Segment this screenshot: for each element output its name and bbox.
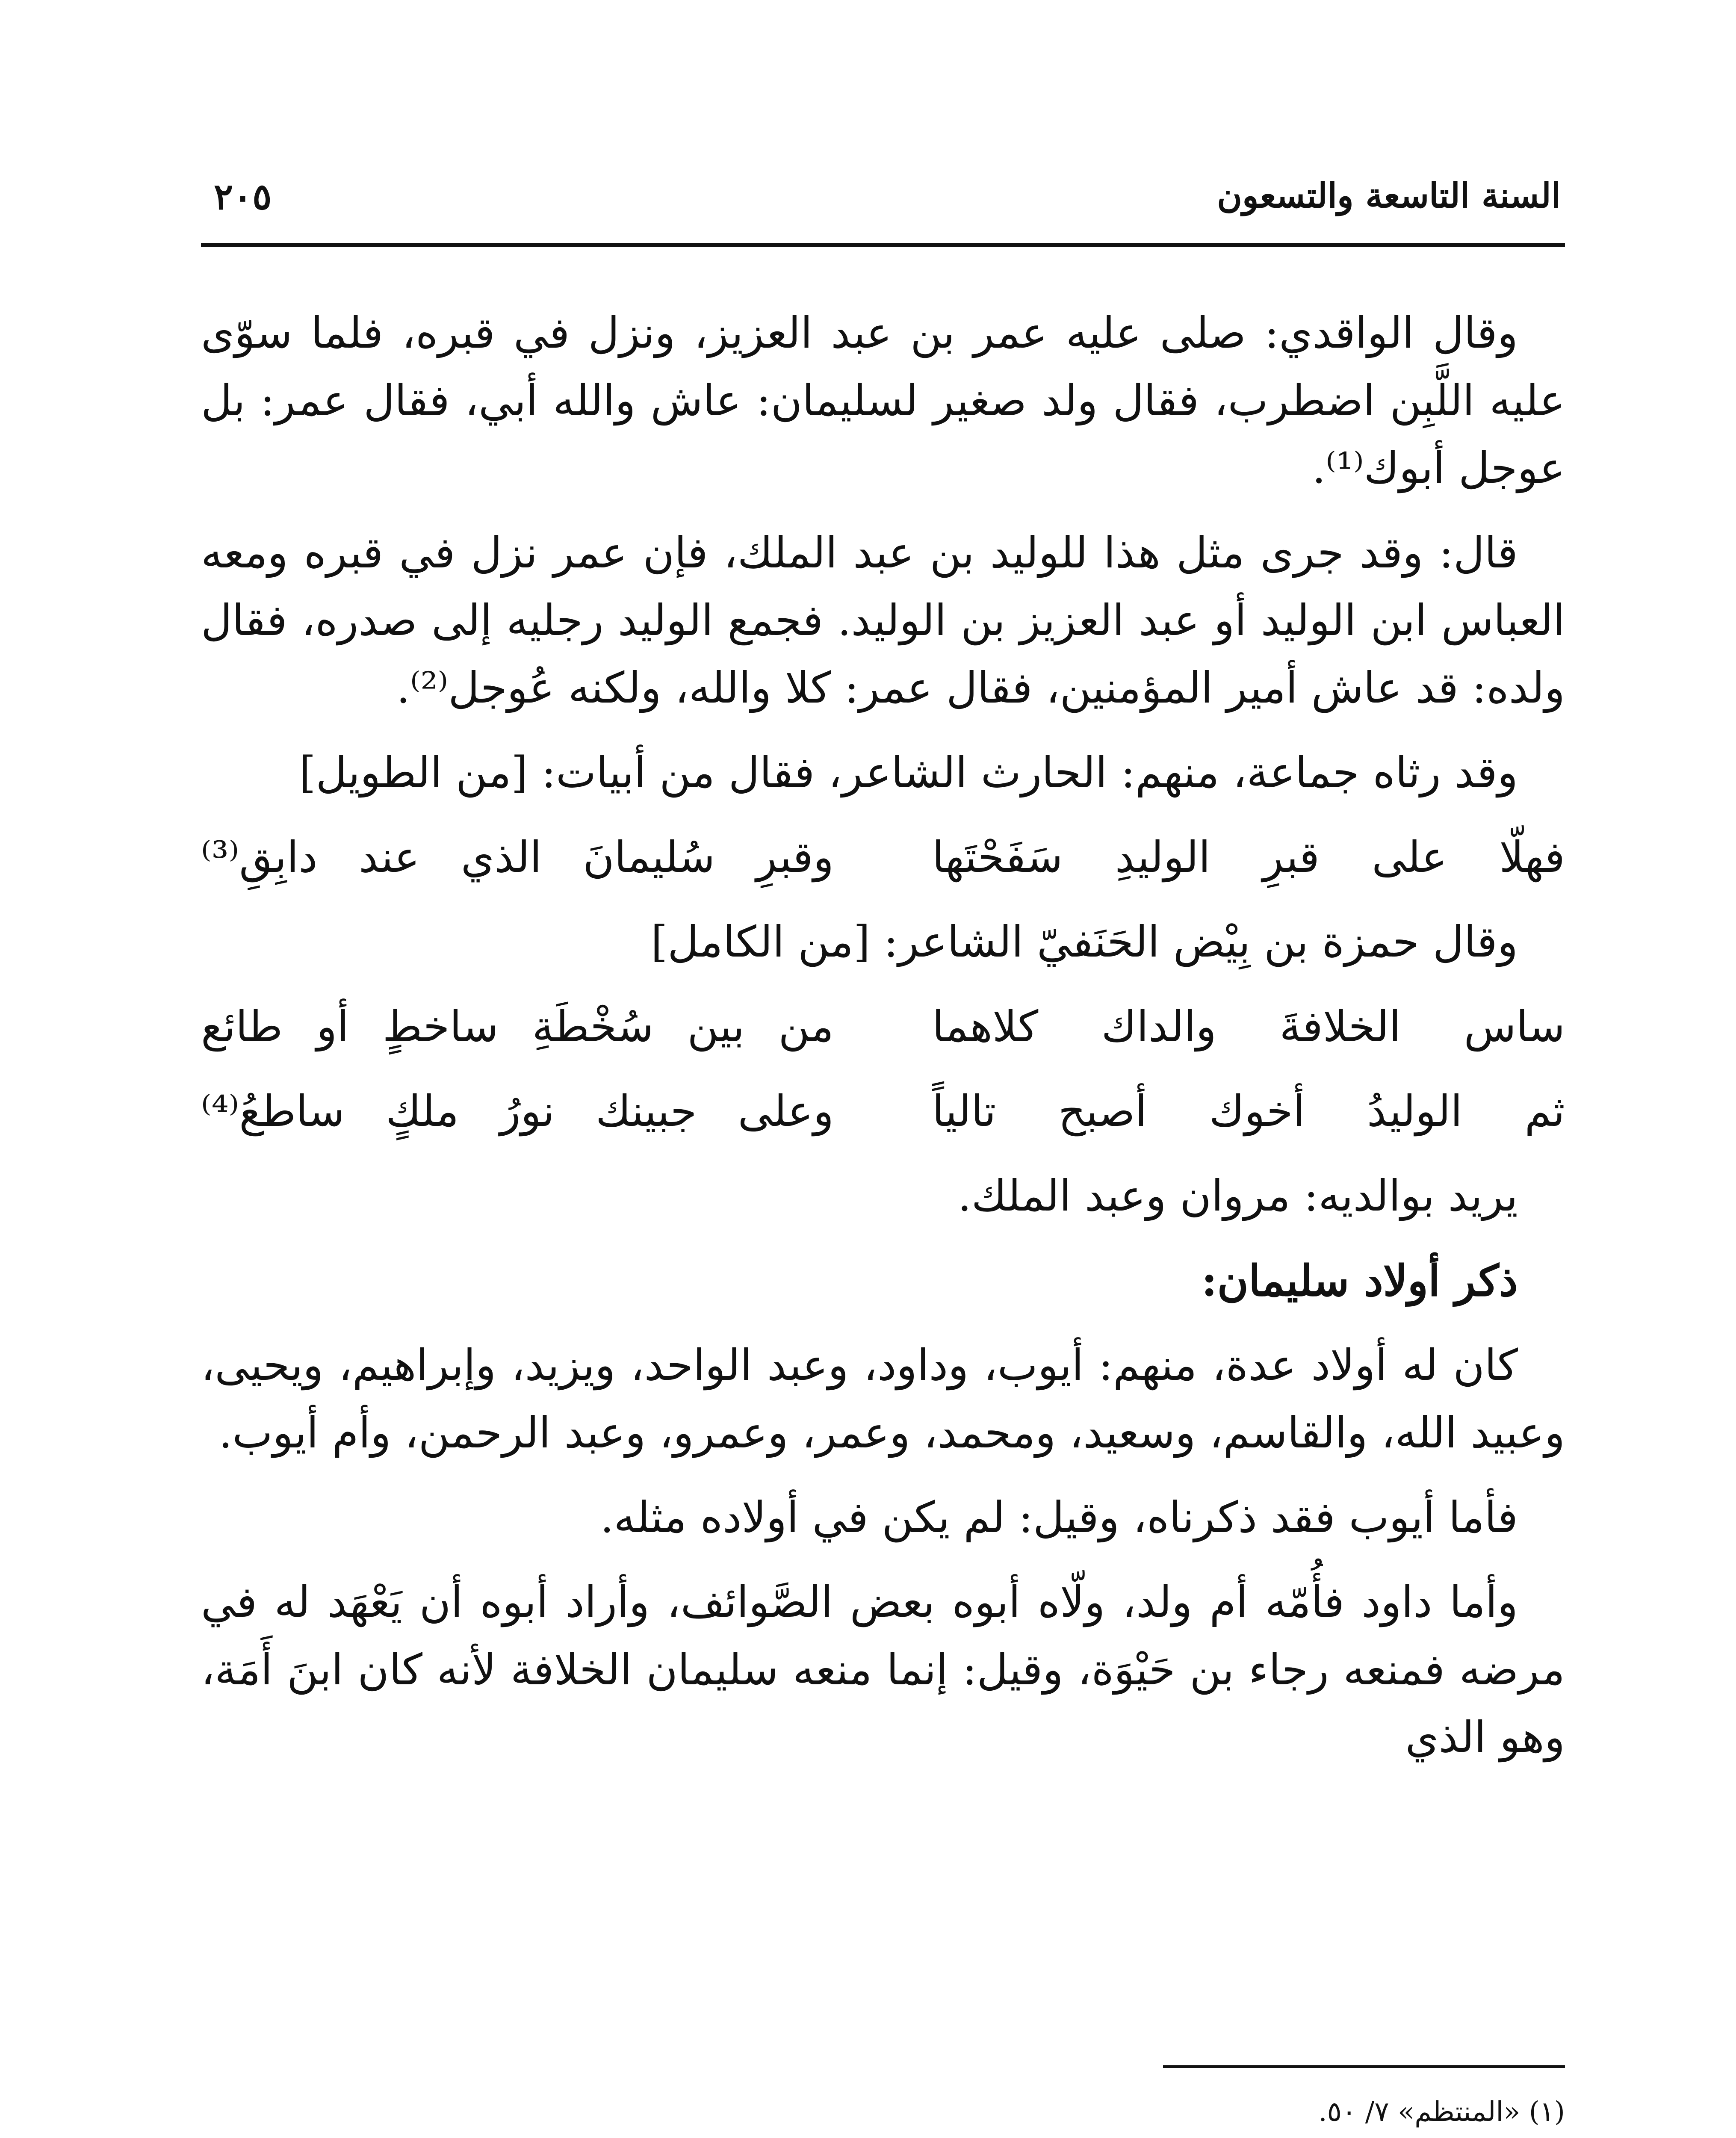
paragraph-elegy-intro: وقد رثاه جماعة، منهم: الحارث الشاعر، فقال من أبيات: [من الطويل] (299, 747, 1518, 797)
section-heading: ذكر أولاد سليمان: (1201, 1255, 1518, 1306)
verse-3-first-hemistich: ثم الوليدُ أخوك أصبح تالياً (932, 1086, 1565, 1136)
running-title: السنة التاسعة والتسعون (1217, 175, 1561, 216)
footnotes (201, 2087, 1565, 2138)
verse-2-first-hemistich: ساس الخلافةَ والداك كلاهما (932, 1001, 1565, 1051)
verse-line-2 (201, 993, 1565, 1060)
verse-2-second-hemistich: من بين سُخْطَةِ ساخطٍ أو طائع (201, 1001, 834, 1051)
verse-line-1 (201, 824, 1565, 891)
paragraph-dawud: وأما داود فأُمّه أم ولد، ولّاه أبوه بعض الصَّوائف، وأراد أبوه أن يَعْهَد له في مرضه فمنعه رجاء بن حَيْوَة، وقيل: إنما منعه سليمان الخلافة لأنه كان ابنَ أَمَة، وهو الذي (201, 1577, 1565, 1762)
header-rule (201, 243, 1565, 247)
verse-1-second-hemistich: وقبرِ سُليمانَ الذي عند دابِقِ⁽³⁾ (201, 832, 834, 882)
page-number: ٢٠٥ (214, 175, 272, 218)
paragraph-hamza-intro: وقال حمزة بن بِيْض الحَنَفيّ الشاعر: [من الكامل] (651, 917, 1518, 967)
paragraph-children-list: كان له أولاد عدة، منهم: أيوب، وداود، وعبد الواحد، ويزيد، وإبراهيم، ويحيى، وعبيد الله، والقاسم، وسعيد، ومحمد، وعمر، وعمرو، وعبد الرحمن، وأم أيوب. (201, 1340, 1565, 1458)
main-text (201, 299, 1565, 1788)
verse-line-3 (201, 1078, 1565, 1145)
verse-1-first-hemistich: فهلّا على قبرِ الوليدِ سَفَحْتَها (932, 832, 1565, 882)
footnote-rule (1163, 2065, 1565, 2068)
paragraph-walid-burial: قال: وقد جرى مثل هذا للوليد بن عبد الملك، فإن عمر نزل في قبره ومعه العباس ابن الوليد أو عبد العزيز بن الوليد. فجمع الوليد رجليه إلى صدره، فقال ولده: قد عاش أمير المؤمنين، فقال عمر: كلا والله، ولكنه عُوجل⁽²⁾. (201, 528, 1565, 713)
paragraph-ayyub: فأما أيوب فقد ذكرناه، وقيل: لم يكن في أولاده مثله. (600, 1492, 1518, 1542)
footnote-1: (١) «المنتظم» ٧/ ٥٠. (1318, 2096, 1565, 2128)
paragraph-waqidi: وقال الواقدي: صلى عليه عمر بن عبد العزيز، ونزل في قبره، فلما سوّى عليه اللَّبِن اضطرب، فقال ولد صغير لسليمان: عاش والله أبي، فقال عمر: بل عوجل أبوك⁽¹⁾. (201, 308, 1565, 493)
verse-3-second-hemistich: وعلى جبينك نورُ ملكٍ ساطعُ⁽⁴⁾ (201, 1086, 834, 1136)
running-header (205, 175, 1561, 227)
paragraph-parents: يريد بوالديه: مروان وعبد الملك. (958, 1171, 1518, 1221)
